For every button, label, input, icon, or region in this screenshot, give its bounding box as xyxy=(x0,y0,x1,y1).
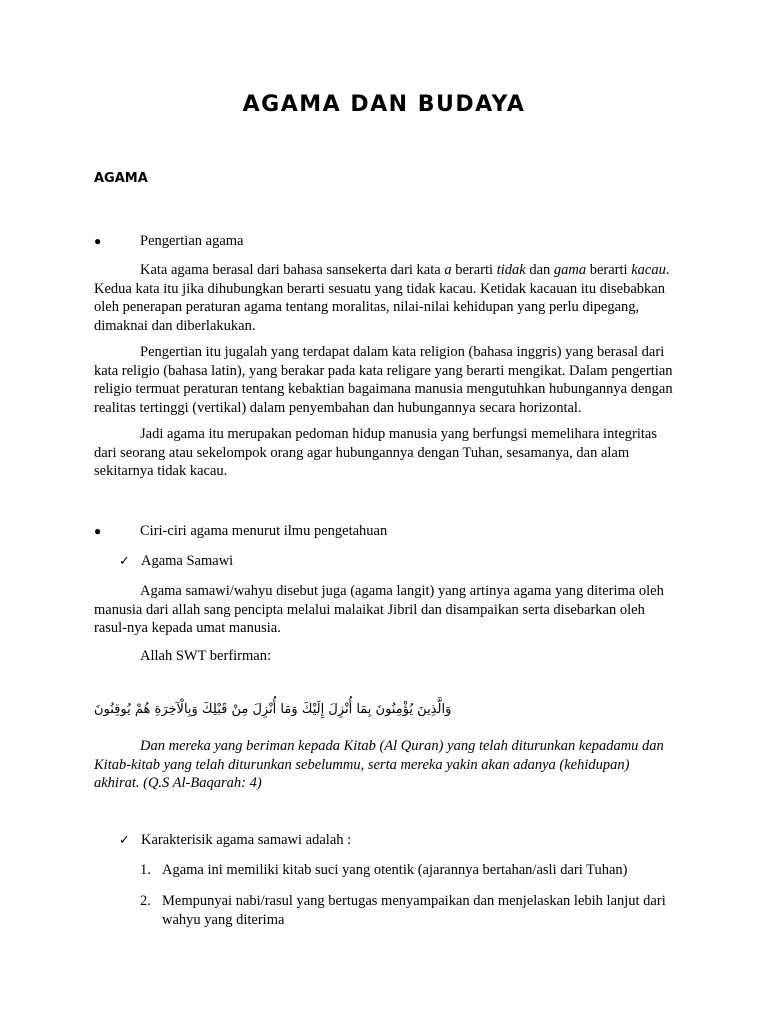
check-text: Karakterisik agama samawi adalah : xyxy=(141,832,352,848)
check-item-karakteristik xyxy=(119,832,351,849)
list-item: 1. Agama ini memiliki kitab suci yang otentik (ajarannya bertahan/asli dari Tuhan) xyxy=(140,862,628,878)
list-item: 2. Mempunyai nabi/rasul yang bertugas menyampaikan dan menjelaskan lebih lanjut dari wahyu yang diterima xyxy=(140,893,666,928)
check-text: Agama Samawi xyxy=(141,553,234,569)
bullet-dot-icon: ● xyxy=(94,234,102,248)
paragraph-definition: Kata agama berasal dari bahasa sansekerta dari kata a berarti tidak dan gama berarti kacau. Kedua kata itu jika dihubungkan berarti sesuatu yang tidak kacau. Ketidak kacauan itu disebabkan oleh penerapan peraturan agama tentang moralitas, nilai-nilai kehidupan yang perlu dipegang, dimaknai dan diberlakukan. xyxy=(94,262,670,334)
verse-translation: Dan mereka yang beriman kepada Kitab (Al Quran) yang telah diturunkan kepadamu dan Kitab-kitab yang telah diturunkan sebelummu, serta mereka yakin akan adanya (kehidupan) akhirat. (Q.S Al-Baqarah: 4) xyxy=(94,738,664,791)
section-heading: AGAMA xyxy=(94,171,148,186)
bullet-dot-icon: ● xyxy=(94,524,102,538)
bullet-text: Pengertian agama xyxy=(140,233,244,249)
arabic-verse: وَالَّذِينَ يُؤْمِنُونَ بِمَا أُنْزِلَ إِلَيْكَ وَمَا أُنْزِلَ مِنْ قَبْلِكَ وَبِالْآخِرَةِ هُمْ يُوقِنُونَ xyxy=(94,702,452,717)
paragraph-conclusion: Jadi agama itu merupakan pedoman hidup manusia yang berfungsi memelihara integritas dari seorang atau sekelompok orang agar hubungannya dengan Tuhan, sesamanya, dan alam sekitarnya tidak kacau. xyxy=(94,426,658,479)
bullet-item-pengertian xyxy=(94,233,243,250)
checkmark-icon: ✓ xyxy=(119,833,130,848)
paragraph-religion: Pengertian itu jugalah yang terdapat dalam kata religion (bahasa inggris) yang berasal dari kata religio (bahasa latin), yang berakar pada kata religare yang berarti mengikat. Dalam pengertian religio termuat peraturan tentang kebaktian bagaimana manusia mengutuhkan hubungannya dengan realitas tertinggi (vertikal) dalam penyembahan dan hubungannya secara horizontal. xyxy=(94,344,673,416)
bullet-text: Ciri-ciri agama menurut ilmu pengetahuan xyxy=(140,523,388,539)
check-item-samawi xyxy=(119,553,233,570)
checkmark-icon: ✓ xyxy=(119,554,130,569)
paragraph-samawi: Agama samawi/wahyu disebut juga (agama langit) yang artinya agama yang diterima oleh manusia dari allah sang pencipta melalui malaikat Jibril dan disampaikan serta disebarkan oleh rasul-nya kepada umat manusia. xyxy=(94,583,664,636)
allah-berfirman-text: Allah SWT berfirman: xyxy=(140,648,272,664)
page-title: AGAMA DAN BUDAYA xyxy=(242,92,526,117)
bullet-item-ciri xyxy=(94,523,387,540)
